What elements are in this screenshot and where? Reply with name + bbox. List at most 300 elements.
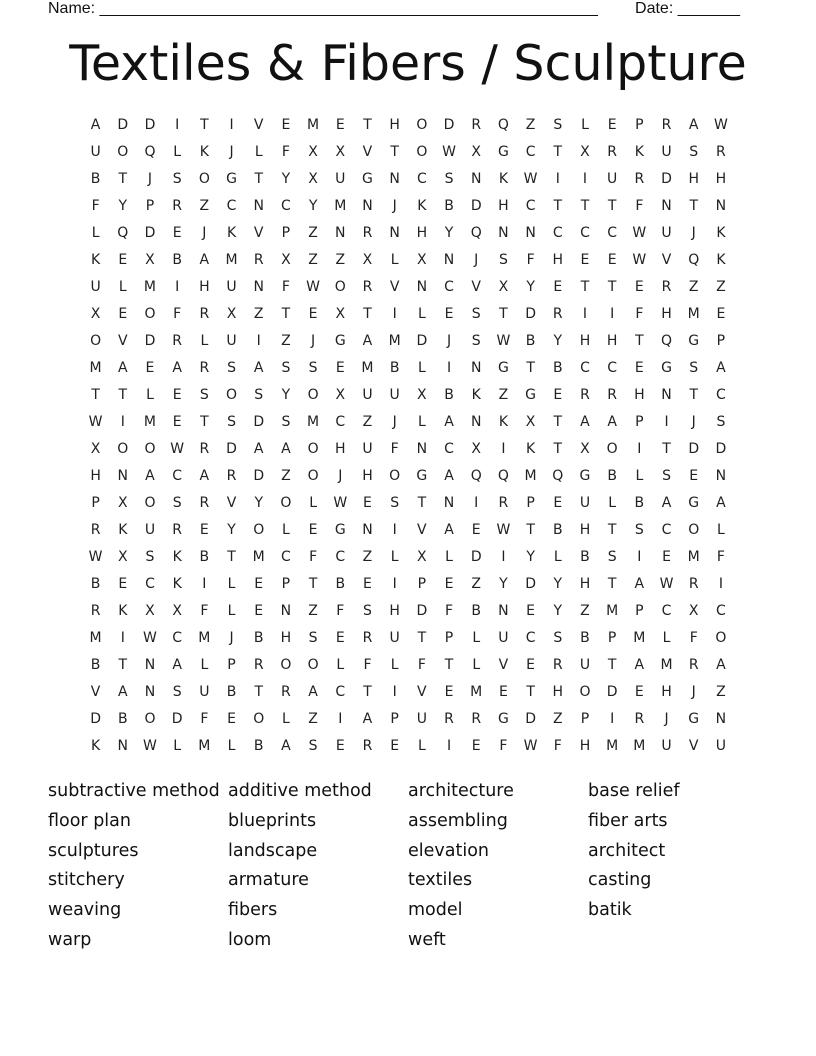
grid-letter: Z xyxy=(471,576,482,592)
grid-letter: U xyxy=(661,225,672,241)
grid-letter: V xyxy=(362,144,373,160)
grid-letter: I xyxy=(610,711,615,727)
grid-letter: I xyxy=(718,576,723,592)
grid-letter: H xyxy=(199,279,210,295)
grid-letter: X xyxy=(145,252,155,268)
grid-row xyxy=(82,517,735,544)
grid-letter: Q xyxy=(144,144,156,160)
letter-grid xyxy=(82,112,735,760)
grid-letter: A xyxy=(199,252,210,268)
grid-letter: J xyxy=(229,630,234,646)
grid-letter: V xyxy=(471,279,481,295)
word-list-item: sculptures xyxy=(48,840,139,861)
grid-letter: I xyxy=(175,117,180,133)
grid-letter: I xyxy=(582,306,588,322)
grid-letter: C xyxy=(661,522,672,538)
grid-letter: O xyxy=(280,495,292,511)
grid-letter: N xyxy=(525,225,536,241)
grid-letter: K xyxy=(172,576,182,592)
grid-letter: G xyxy=(579,468,591,484)
grid-letter: Z xyxy=(688,279,699,295)
grid-row xyxy=(82,166,735,193)
grid-letter: B xyxy=(525,333,536,349)
grid-letter: B xyxy=(253,630,264,646)
grid-letter: F xyxy=(716,549,725,565)
grid-letter: F xyxy=(200,603,209,619)
word-list-item: assembling xyxy=(408,810,508,831)
grid-letter: M xyxy=(198,630,211,646)
grid-letter: I xyxy=(582,171,588,187)
grid-letter: G xyxy=(688,495,700,511)
grid-letter: O xyxy=(334,279,346,295)
grid-letter: G xyxy=(226,171,237,187)
grid-row xyxy=(82,598,735,625)
grid-letter: L xyxy=(336,657,345,673)
grid-letter: Q xyxy=(117,225,129,241)
grid-letter: T xyxy=(499,306,508,322)
grid-letter: J xyxy=(392,198,397,214)
grid-letter: F xyxy=(635,306,644,322)
grid-letter: L xyxy=(635,468,644,484)
word-list-item: architect xyxy=(588,840,666,861)
grid-letter: U xyxy=(90,279,101,295)
grid-letter: H xyxy=(661,684,672,700)
grid-letter: S xyxy=(254,387,264,403)
grid-letter: H xyxy=(715,171,727,187)
grid-letter: L xyxy=(390,657,399,673)
grid-letter: V xyxy=(498,657,509,673)
grid-letter: G xyxy=(416,468,428,484)
grid-letter: A xyxy=(444,414,454,430)
grid-letter: C xyxy=(335,684,346,700)
grid-letter: Z xyxy=(498,387,509,403)
grid-letter: C xyxy=(552,225,563,241)
grid-letter: I xyxy=(392,522,397,538)
grid-letter: U xyxy=(362,387,373,403)
grid-letter: F xyxy=(336,603,345,619)
grid-letter: O xyxy=(715,630,727,646)
grid-letter: L xyxy=(173,738,182,754)
grid-letter: Q xyxy=(470,468,482,484)
grid-letter: R xyxy=(444,711,454,727)
grid-letter: A xyxy=(634,576,645,592)
grid-letter: V xyxy=(253,117,264,133)
grid-letter: S xyxy=(498,252,508,268)
grid-letter: O xyxy=(688,522,700,538)
grid-letter: J xyxy=(311,333,316,349)
grid-letter: M xyxy=(198,738,211,754)
grid-letter: R xyxy=(172,522,183,538)
grid-letter: N xyxy=(389,171,400,187)
grid-letter: B xyxy=(552,360,563,376)
grid-letter: N xyxy=(470,414,482,430)
grid-letter: O xyxy=(307,657,319,673)
grid-letter: A xyxy=(716,495,726,511)
grid-letter: A xyxy=(607,414,617,430)
grid-letter: D xyxy=(525,576,536,592)
grid-letter: V xyxy=(226,495,237,511)
grid-letter: R xyxy=(362,630,373,646)
puzzle-title: Textiles & Fibers / Sculpture xyxy=(69,35,747,92)
grid-row xyxy=(82,220,735,247)
grid-letter: F xyxy=(526,252,535,268)
grid-letter: C xyxy=(607,360,618,376)
grid-letter: I xyxy=(446,738,452,754)
grid-letter: Y xyxy=(526,279,535,295)
grid-letter: A xyxy=(716,360,726,376)
grid-letter: Y xyxy=(281,171,291,187)
grid-letter: Q xyxy=(688,252,700,268)
grid-letter: G xyxy=(334,333,346,349)
grid-letter: K xyxy=(91,252,101,268)
grid-letter: E xyxy=(607,117,617,133)
grid-letter: I xyxy=(501,549,506,565)
grid-letter: S xyxy=(145,549,155,565)
grid-letter: L xyxy=(662,630,671,646)
grid-letter: F xyxy=(281,279,290,295)
grid-letter: J xyxy=(664,711,669,727)
grid-letter: W xyxy=(496,522,511,538)
grid-letter: O xyxy=(144,495,156,511)
grid-letter: C xyxy=(444,279,454,295)
grid-letter: S xyxy=(553,117,563,133)
grid-row xyxy=(82,652,735,679)
grid-letter: V xyxy=(90,684,101,700)
grid-letter: B xyxy=(444,387,454,403)
grid-letter: O xyxy=(117,441,129,457)
grid-letter: L xyxy=(227,738,236,754)
grid-letter: S xyxy=(227,414,236,430)
grid-letter: T xyxy=(662,441,671,457)
grid-letter: D xyxy=(470,549,482,565)
grid-letter: A xyxy=(281,441,291,457)
grid-letter: N xyxy=(144,684,156,700)
grid-letter: L xyxy=(200,657,209,673)
grid-letter: A xyxy=(90,117,101,133)
grid-letter: E xyxy=(118,252,128,268)
grid-letter: U xyxy=(144,522,156,538)
grid-letter: M xyxy=(606,738,619,754)
grid-letter: Z xyxy=(525,117,536,133)
grid-letter: F xyxy=(417,657,426,673)
grid-letter: A xyxy=(117,360,128,376)
grid-letter: W xyxy=(632,225,647,241)
grid-letter: M xyxy=(361,360,374,376)
grid-letter: H xyxy=(688,171,699,187)
grid-letter: J xyxy=(446,333,452,349)
grid-letter: L xyxy=(200,333,209,349)
grid-letter: D xyxy=(688,441,700,457)
grid-letter: B xyxy=(90,657,101,673)
grid-letter: L xyxy=(417,738,426,754)
grid-letter: Y xyxy=(444,225,454,241)
grid-letter: S xyxy=(172,495,182,511)
grid-letter: B xyxy=(199,549,210,565)
grid-letter: L xyxy=(146,387,154,403)
grid-letter: D xyxy=(416,333,428,349)
grid-letter: O xyxy=(144,711,156,727)
grid-letter: N xyxy=(715,711,727,727)
grid-letter: P xyxy=(91,495,100,511)
grid-letter: I xyxy=(175,279,180,295)
grid-letter: B xyxy=(335,576,346,592)
grid-letter: E xyxy=(471,738,481,754)
grid-letter: R xyxy=(716,144,726,160)
grid-letter: R xyxy=(199,495,210,511)
grid-letter: S xyxy=(716,414,726,430)
grid-letter: A xyxy=(117,684,128,700)
grid-letter: T xyxy=(91,387,100,403)
grid-letter: X xyxy=(145,603,155,619)
grid-letter: Z xyxy=(362,549,373,565)
grid-letter: T xyxy=(580,198,590,214)
grid-letter: G xyxy=(334,522,346,538)
grid-letter: I xyxy=(501,441,506,457)
grid-letter: D xyxy=(606,684,618,700)
grid-letter: M xyxy=(307,414,320,430)
grid-letter: C xyxy=(281,549,291,565)
grid-row xyxy=(82,247,735,274)
grid-letter: T xyxy=(390,144,399,160)
grid-letter: U xyxy=(715,738,727,754)
grid-letter: T xyxy=(308,576,318,592)
grid-letter: R xyxy=(634,171,645,187)
grid-letter: X xyxy=(525,414,536,430)
grid-letter: G xyxy=(688,333,700,349)
grid-letter: E xyxy=(662,549,671,565)
grid-letter: O xyxy=(253,711,265,727)
word-list-item: floor plan xyxy=(48,810,131,831)
grid-letter: Z xyxy=(308,225,318,241)
grid-letter: S xyxy=(363,603,372,619)
grid-letter: E xyxy=(390,738,400,754)
grid-letter: X xyxy=(580,441,590,457)
grid-letter: O xyxy=(144,441,156,457)
grid-letter: K xyxy=(118,603,128,619)
word-list-item: landscape xyxy=(228,840,318,861)
grid-letter: K xyxy=(498,171,508,187)
grid-letter: E xyxy=(172,225,182,241)
grid-letter: Y xyxy=(553,333,563,349)
grid-letter: X xyxy=(335,306,346,322)
grid-letter: V xyxy=(688,738,699,754)
grid-letter: N xyxy=(362,198,373,214)
grid-letter: I xyxy=(446,360,452,376)
grid-letter: A xyxy=(688,117,699,133)
grid-letter: M xyxy=(252,549,265,565)
grid-letter: H xyxy=(579,522,591,538)
grid-letter: W xyxy=(442,144,456,160)
grid-letter: M xyxy=(334,198,347,214)
grid-letter: V xyxy=(253,225,264,241)
grid-letter: K xyxy=(526,441,536,457)
grid-letter: T xyxy=(417,495,427,511)
grid-letter: U xyxy=(335,171,346,187)
name-field: Name: ________________________________________________________ xyxy=(48,0,598,17)
grid-letter: N xyxy=(715,198,727,214)
grid-row xyxy=(82,193,735,220)
grid-letter: I xyxy=(120,630,125,646)
grid-letter: S xyxy=(471,306,481,322)
grid-letter: E xyxy=(444,684,454,700)
grid-letter: E xyxy=(716,306,726,322)
grid-letter: O xyxy=(144,306,156,322)
grid-letter: P xyxy=(444,630,454,646)
grid-letter: I xyxy=(555,171,560,187)
grid-letter: E xyxy=(308,522,318,538)
grid-letter: L xyxy=(553,549,562,565)
grid-letter: W xyxy=(306,279,321,295)
grid-row xyxy=(82,328,735,355)
grid-letter: N xyxy=(335,225,346,241)
grid-letter: D xyxy=(253,414,265,430)
grid-letter: K xyxy=(226,225,237,241)
grid-letter: M xyxy=(143,414,157,430)
grid-letter: D xyxy=(144,225,156,241)
grid-letter: R xyxy=(471,117,482,133)
grid-letter: J xyxy=(392,414,397,430)
grid-letter: B xyxy=(580,549,590,565)
grid-letter: R xyxy=(172,333,183,349)
grid-letter: T xyxy=(526,684,535,700)
grid-letter: M xyxy=(687,549,700,565)
grid-letter: E xyxy=(335,360,345,376)
grid-row xyxy=(82,409,735,436)
grid-letter: S xyxy=(662,468,671,484)
grid-letter: M xyxy=(89,360,102,376)
grid-letter: E xyxy=(254,576,264,592)
grid-letter: E xyxy=(471,522,481,538)
grid-letter: T xyxy=(635,333,644,349)
grid-letter: C xyxy=(145,576,155,592)
grid-letter: F xyxy=(635,198,644,214)
grid-letter: G xyxy=(661,360,672,376)
grid-letter: Y xyxy=(553,603,563,619)
grid-letter: D xyxy=(715,441,727,457)
grid-letter: K xyxy=(498,414,508,430)
word-list-item: armature xyxy=(228,870,309,891)
grid-letter: N xyxy=(253,198,264,214)
grid-letter: T xyxy=(607,198,617,214)
grid-letter: R xyxy=(199,306,210,322)
grid-letter: I xyxy=(120,414,125,430)
grid-letter: U xyxy=(498,630,509,646)
grid-letter: S xyxy=(199,387,209,403)
grid-letter: A xyxy=(362,333,373,349)
grid-letter: P xyxy=(417,576,427,592)
grid-letter: U xyxy=(416,711,427,727)
grid-letter: R xyxy=(661,117,672,133)
grid-letter: A xyxy=(253,360,264,376)
grid-letter: S xyxy=(689,144,699,160)
grid-letter: R xyxy=(498,495,509,511)
grid-letter: X xyxy=(117,549,128,565)
grid-letter: J xyxy=(691,225,696,241)
word-list-item: casting xyxy=(588,870,652,891)
grid-letter: U xyxy=(661,738,672,754)
grid-letter: L xyxy=(390,549,399,565)
grid-letter: L xyxy=(227,603,236,619)
grid-letter: I xyxy=(229,117,234,133)
grid-letter: F xyxy=(390,441,399,457)
grid-letter: E xyxy=(145,360,155,376)
grid-letter: M xyxy=(687,306,700,322)
grid-letter: N xyxy=(389,225,400,241)
grid-letter: Q xyxy=(470,225,482,241)
grid-letter: U xyxy=(199,684,210,700)
grid-letter: C xyxy=(661,603,672,619)
grid-row xyxy=(82,679,735,706)
grid-letter: S xyxy=(281,360,291,376)
grid-letter: O xyxy=(307,387,319,403)
grid-letter: C xyxy=(172,630,183,646)
grid-letter: L xyxy=(417,360,426,376)
grid-letter: K xyxy=(716,252,726,268)
grid-letter: H xyxy=(90,468,101,484)
grid-letter: C xyxy=(444,441,454,457)
grid-letter: F xyxy=(200,711,209,727)
grid-letter: R xyxy=(172,198,183,214)
grid-letter: L xyxy=(282,711,290,727)
grid-letter: B xyxy=(90,576,101,592)
grid-letter: B xyxy=(389,360,400,376)
grid-letter: T xyxy=(363,306,372,322)
grid-letter: T xyxy=(200,414,209,430)
word-list-item: stitchery xyxy=(48,870,125,891)
grid-letter: T xyxy=(118,387,128,403)
grid-letter: A xyxy=(580,414,590,430)
grid-letter: M xyxy=(633,630,646,646)
grid-letter: X xyxy=(417,549,427,565)
grid-letter: C xyxy=(226,198,237,214)
grid-letter: S xyxy=(689,360,699,376)
grid-letter: T xyxy=(607,657,617,673)
grid-letter: G xyxy=(688,711,700,727)
grid-letter: N xyxy=(416,279,428,295)
grid-letter: B xyxy=(552,522,563,538)
grid-letter: X xyxy=(362,252,373,268)
grid-letter: O xyxy=(389,468,401,484)
grid-letter: N xyxy=(498,225,509,241)
grid-letter: B xyxy=(90,171,101,187)
grid-letter: X xyxy=(417,252,427,268)
grid-letter: P xyxy=(580,711,590,727)
grid-letter: G xyxy=(525,387,537,403)
word-list-item: model xyxy=(408,900,463,921)
grid-letter: T xyxy=(363,117,372,133)
grid-letter: H xyxy=(634,387,645,403)
grid-letter: P xyxy=(635,603,644,619)
grid-letter: Y xyxy=(118,198,128,214)
grid-letter: F xyxy=(363,657,372,673)
grid-letter: H xyxy=(416,225,428,241)
grid-letter: C xyxy=(335,549,346,565)
grid-letter: A xyxy=(661,495,672,511)
grid-letter: H xyxy=(579,333,591,349)
grid-letter: H xyxy=(606,333,618,349)
grid-letter: E xyxy=(335,117,345,133)
grid-letter: W xyxy=(523,171,538,187)
grid-letter: Y xyxy=(281,387,291,403)
grid-letter: Z xyxy=(253,306,264,322)
grid-letter: P xyxy=(281,576,291,592)
grid-letter: X xyxy=(335,387,346,403)
grid-letter: B xyxy=(580,630,590,646)
grid-letter: U xyxy=(389,387,400,403)
grid-letter: J xyxy=(147,171,153,187)
grid-letter: Z xyxy=(716,279,726,295)
grid-letter: R xyxy=(199,360,210,376)
